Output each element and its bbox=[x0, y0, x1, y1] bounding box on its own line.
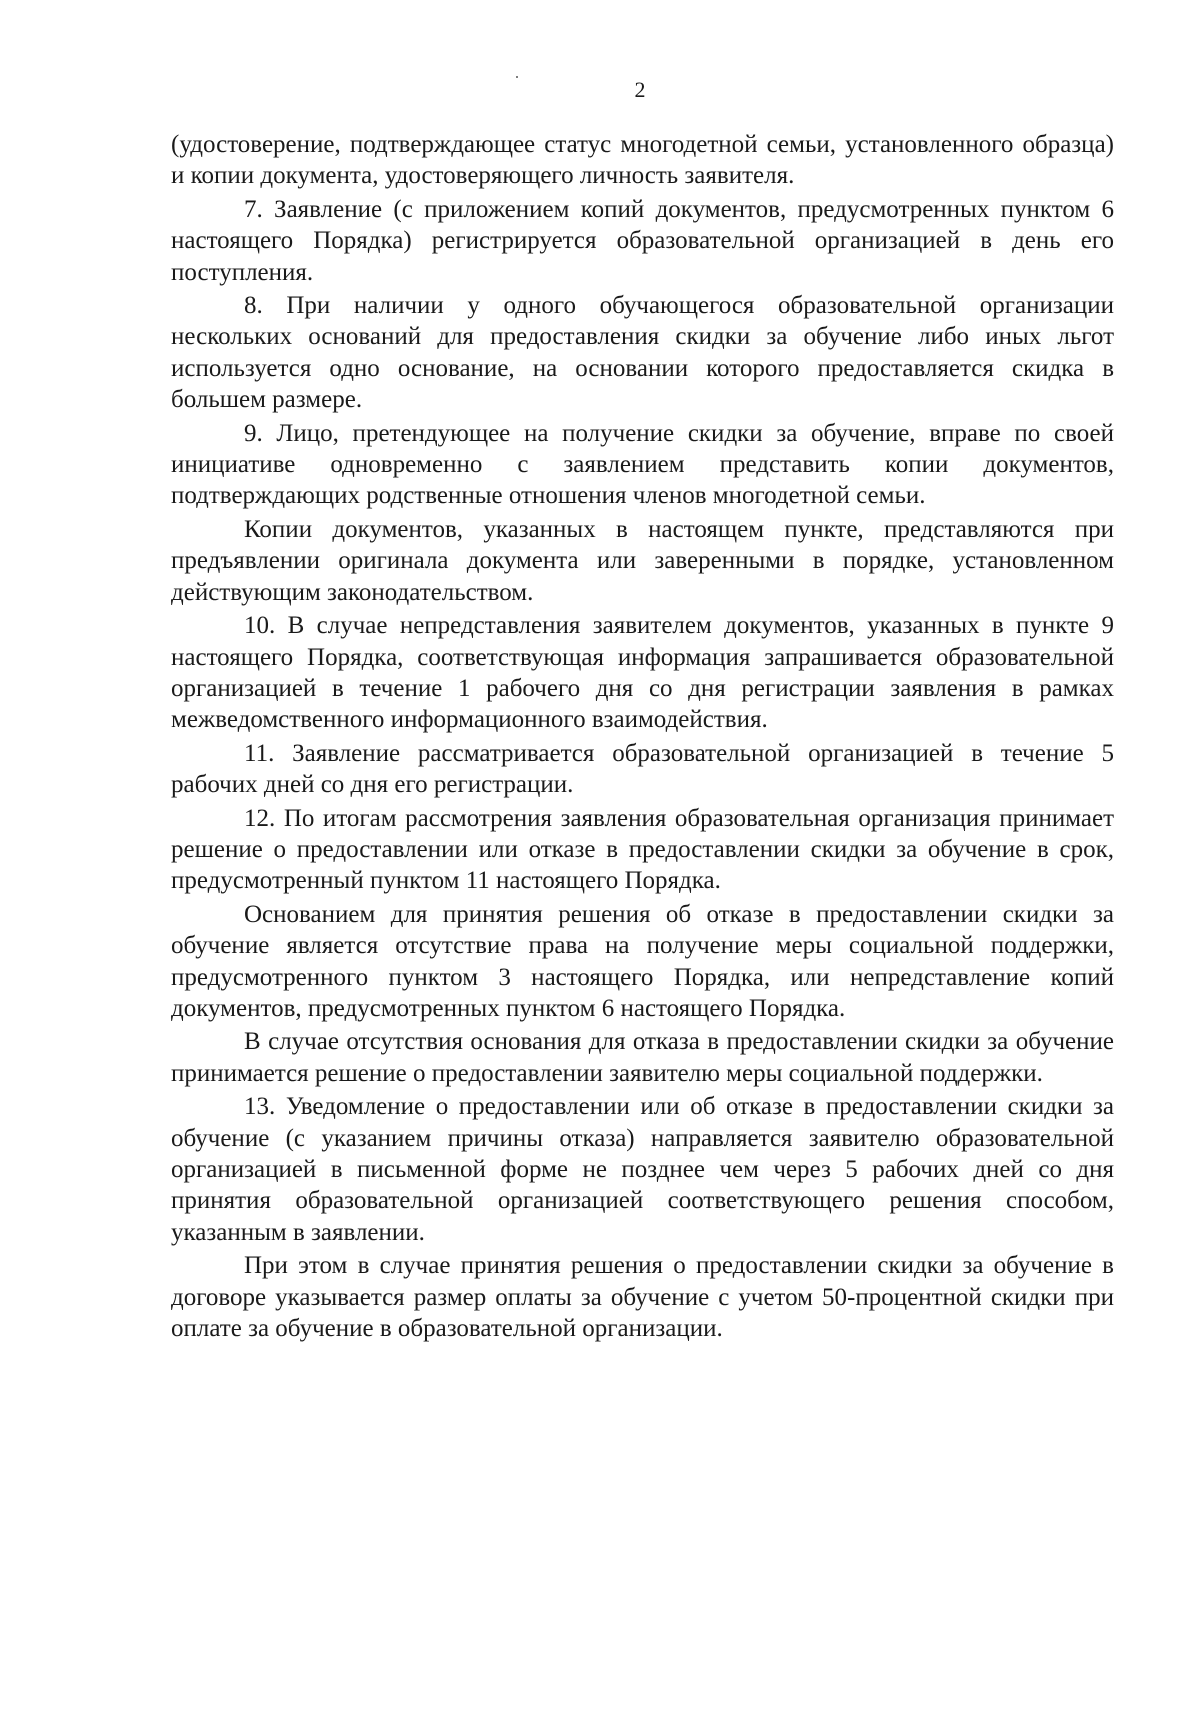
paragraph-item-8: 8. При наличии у одного обучающегося образовательной организации нескольких оснований для предоставления скидки за обучение либо иных льгот используется одно основание, на основании которого предоставляется скидка в большем размере. bbox=[171, 292, 1114, 414]
paragraph-item-12-refusal-grounds: Основанием для принятия решения об отказе в предоставлении скидки за обучение является отсутствие права на получение меры социальной поддержки, предусмотренного пунктом 3 настоящего Порядка, или непредставление копий документов, предусмотренных пунктом 6 настоящего Порядка. bbox=[171, 900, 1114, 1022]
paragraph-item-12: 12. По итогам рассмотрения заявления образовательная организация принимает решение о предоставлении или отказе в предоставлении скидки за обучение в срок, предусмотренный пунктом 11 настоящего Порядка. bbox=[171, 804, 1114, 895]
paragraph-item-9: 9. Лицо, претендующее на получение скидки за обучение, вправе по своей инициативе одновременно с заявлением представить копии документов, подтверждающих родственные отношения членов многодетной семьи. bbox=[171, 419, 1114, 510]
paragraph-item-10: 10. В случае непредставления заявителем документов, указанных в пункте 9 настоящего Порядка, соответствующая информация запрашивается образовательной организацией в течение 1 рабочего дня со дня регистрации заявления в рамках межведомственного информационного взаимодействия. bbox=[171, 612, 1114, 734]
paragraph-item-11: 11. Заявление рассматривается образовательной организацией в течение 5 рабочих дней со дня его регистрации. bbox=[171, 739, 1114, 799]
paragraph-item-13: 13. Уведомление о предоставлении или об отказе в предоставлении скидки за обучение (с указанием причины отказа) направляется заявителю образовательной организацией в письменной форме не позднее чем через 5 рабочих дней со дня принятия образовательной организацией соответствующего решения способом, указанным в заявлении. bbox=[171, 1093, 1114, 1246]
paragraph-item-12-approval: В случае отсутствия основания для отказа в предоставлении скидки за обучение принимается решение о предоставлении заявителю меры социальной поддержки. bbox=[171, 1028, 1114, 1087]
paragraph-continuation: (удостоверение, подтверждающее статус многодетной семьи, установленного образца) и копии документа, удостоверяющего личность заявителя. bbox=[171, 131, 1114, 190]
paragraph-item-7: 7. Заявление (с приложением копий документов, предусмотренных пунктом 6 настоящего Порядка) регистрируется образовательной организацией в день его поступления. bbox=[171, 195, 1114, 286]
page-number: 2 bbox=[634, 77, 646, 102]
paragraph-item-9-copies: Копии документов, указанных в настоящем пункте, представляются при предъявлении оригинала документа или заверенными в порядке, установленном действующим законодательством. bbox=[171, 515, 1114, 606]
paragraph-item-13-contract: При этом в случае принятия решения о предоставлении скидки за обучение в договоре указывается размер оплаты за обучение с учетом 50-процентной скидки при оплате за обучение в образовательной организации. bbox=[171, 1252, 1114, 1343]
document-body bbox=[171, 129, 1114, 1346]
